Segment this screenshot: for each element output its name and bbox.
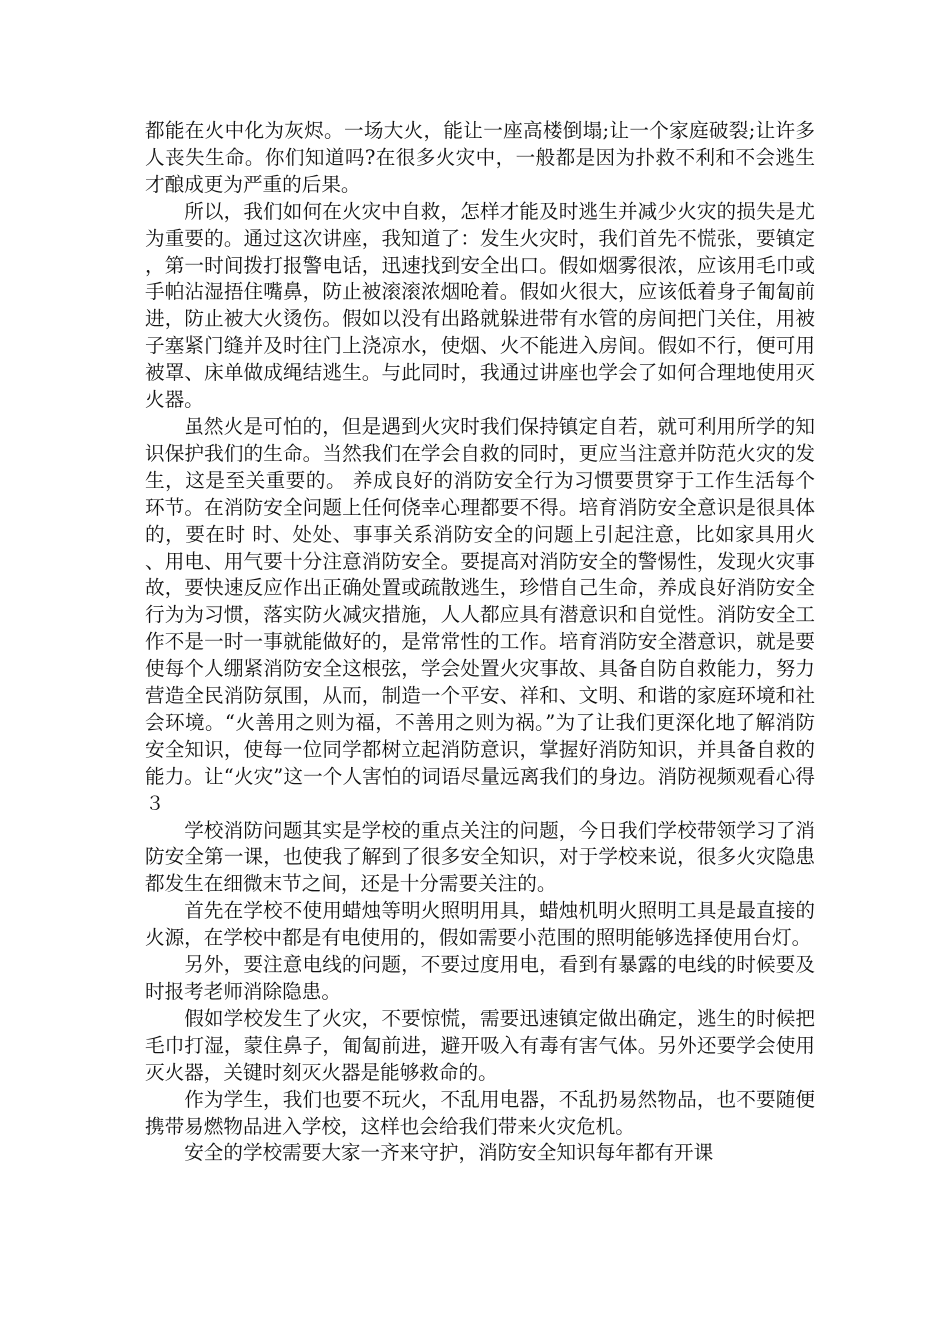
document-body bbox=[145, 118, 815, 1167]
paragraph-4: 学校消防问题其实是学校的重点关注的问题，今日我们学校带领学习了消防安全第一课，也使我了解到了很多安全知识，对于学校来说，很多火灾隐患都发生在细微末节之间，还是十分需要关注的。 bbox=[145, 818, 815, 896]
paragraph-7: 假如学校发生了火灾，不要惊慌，需要迅速镇定做出确定，逃生的时候把毛巾打湿，蒙住鼻子，匍匐前进，避开吸入有毒有害气体。另外还要学会使用灭火器，关键时刻灭火器是能够救命的。 bbox=[145, 1006, 815, 1084]
paragraph-5: 首先在学校不使用蜡烛等明火照明用具，蜡烛机明火照明工具是最直接的火源，在学校中都是有电使用的，假如需要小范围的照明能够选择使用台灯。 bbox=[145, 899, 815, 950]
paragraph-1: 都能在火中化为灰烬。一场大火，能让一座高楼倒塌;让一个家庭破裂;让许多人丧失生命。你们知道吗?在很多火灾中，一般都是因为扑救不利和不会逃生才酿成更为严重的后果。 bbox=[145, 119, 815, 196]
paragraph-3: 虽然火是可怕的，但是遇到火灾时我们保持镇定自若，就可利用所学的知识保护我们的生命。当然我们在学会自救的同时，更应当注意并防范火灾的发生，这是至关重要的。 养成良好的消防安全行为习惯要贯穿于工作生活每个环节。在消防安全问题上任何侥幸心理都要不得。培育消防安全意识是很具体的，要在时 时、处处、事事关系消防安全的问题上引起注意，比如家具用火、用电、用气要十分注意消防安全。要提高对消防安全的警惕性，发现火灾事故，要快速反应作出正确处置或疏散逃生，珍惜自己生命，养成良好消防安全行为为习惯，落实防火减灾措施，人人都应具有潜意识和自觉性。消防安全工作不是一时一事就能做好的，是常常性的工作。培育消防安全潜意识，就是要使每个人绷紧消防安全这根弦，学会处置火灾事故、具备自防自救能力，努力营造全民消防氛围，从而，制造一个平安、祥和、文明、和谐的家庭环境和社会环境。“火善用之则为福，不善用之则为祸。”为了让我们更深化地了解消防安全知识，使每一位同学都树立起消防意识，掌握好消防知识，并具备自救的能力。让“火灾”这一个人害怕的词语尽量远离我们的身边。消防视频观看心得３ bbox=[145, 414, 815, 815]
paragraph-2: 所以，我们如何在火灾中自救，怎样才能及时逃生并减少火灾的损失是尤为重要的。通过这次讲座，我知道了：发生火灾时，我们首先不慌张，要镇定，第一时间拨打报警电话，迅速找到安全出口。假如烟雾很浓，应该用毛巾或手帕沾湿捂住嘴鼻，防止被滚滚浓烟呛着。假如火很大，应该低着身子匍匐前进，防止被大火烫伤。假如以没有出路就躲进带有水管的房间把门关住，用被子塞紧门缝并及时往门上浇凉水，使烟、火不能进入房间。假如不行，便可用被罩、床单做成绳结逃生。与此同时，我通过讲座也学会了如何合理地使用灭火器。 bbox=[145, 199, 815, 412]
paragraph-9: 安全的学校需要大家一齐来守护，消防安全知识每年都有开课 bbox=[184, 1141, 714, 1165]
paragraph-8: 作为学生，我们也要不玩火，不乱用电器，不乱扔易然物品，也不要随便携带易燃物品进入学校，这样也会给我们带来火灾危机。 bbox=[145, 1087, 815, 1138]
paragraph-6: 另外，要注意电线的问题，不要过度用电，看到有暴露的电线的时候要及时报考老师消除隐患。 bbox=[145, 953, 815, 1003]
